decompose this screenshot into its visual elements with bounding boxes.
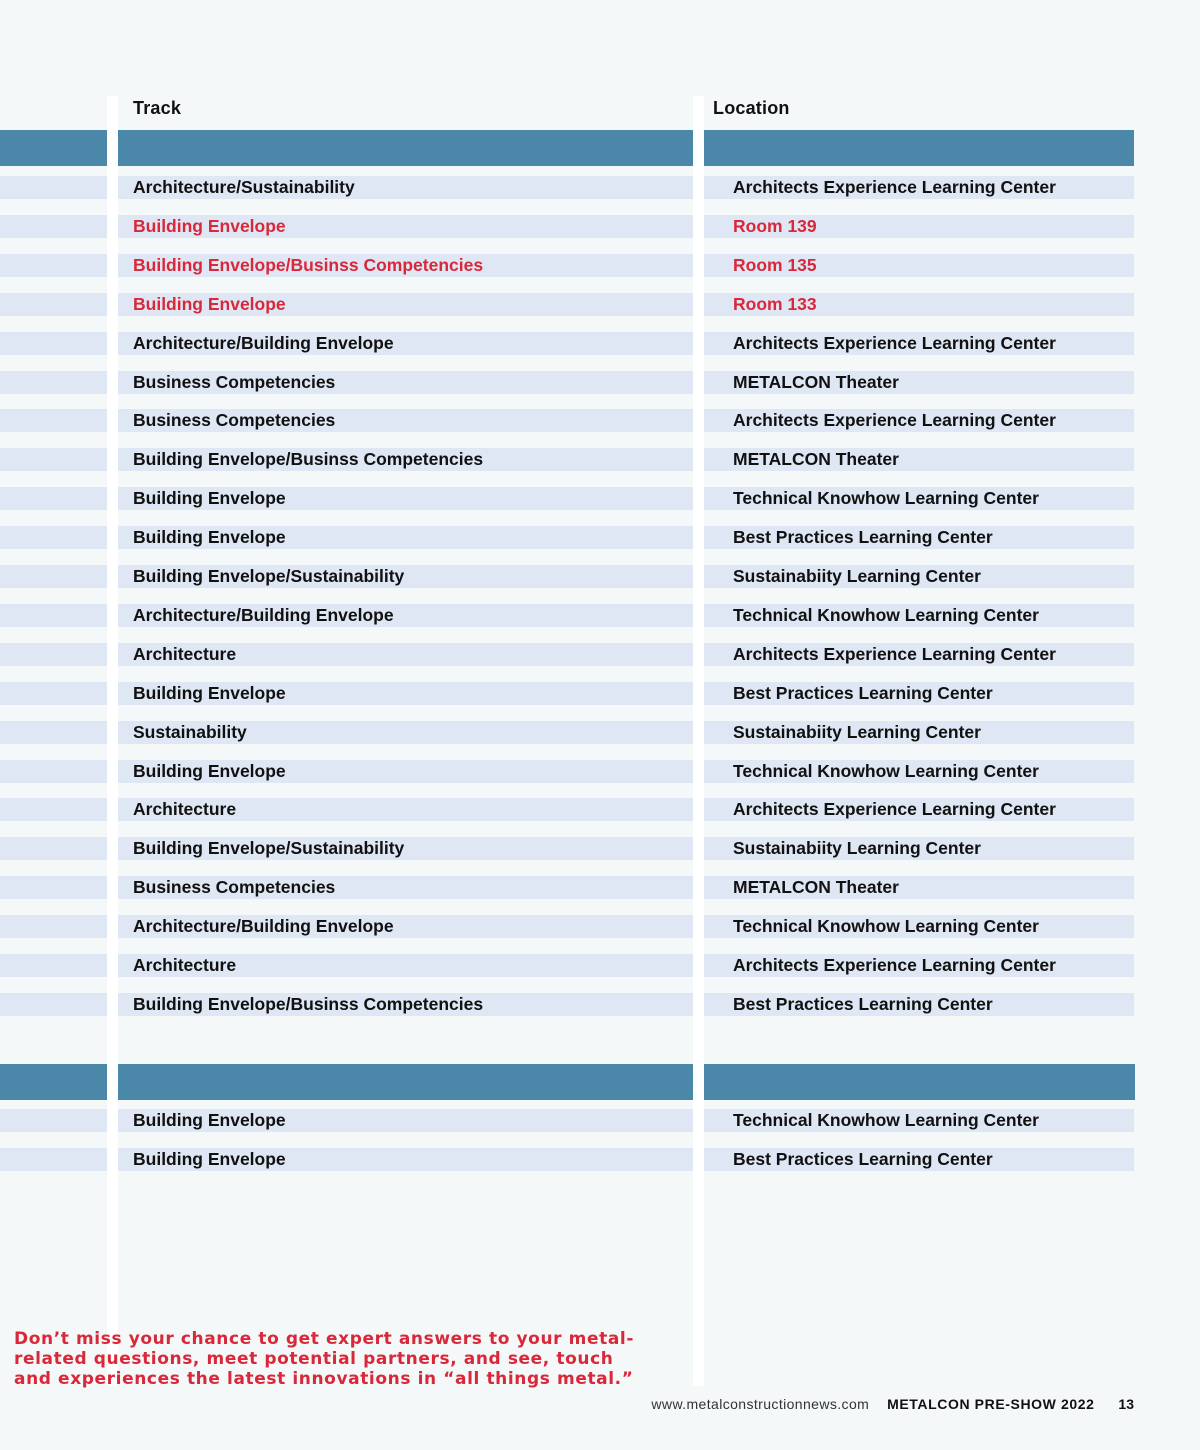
track-cell: Architecture (118, 643, 693, 666)
row-time-cell (0, 915, 107, 938)
location-cell: Architects Experience Learning Center (704, 643, 1134, 666)
track-cell: Architecture/Building Envelope (118, 915, 693, 938)
track-cell: Architecture/Sustainability (118, 176, 693, 199)
track-cell: Business Competencies (118, 876, 693, 899)
location-cell: METALCON Theater (704, 876, 1134, 899)
row-time-cell (0, 798, 107, 821)
table-row (0, 526, 1136, 549)
row-time-cell (0, 1109, 107, 1132)
location-cell: Sustainabiity Learning Center (704, 565, 1134, 588)
location-cell: Architects Experience Learning Center (704, 954, 1134, 977)
table-row (0, 993, 1136, 1016)
location-cell: Technical Knowhow Learning Center (704, 604, 1134, 627)
track-cell: Building Envelope/Businss Competencies (118, 254, 693, 277)
table-row (0, 176, 1136, 199)
row-time-cell (0, 565, 107, 588)
location-cell: Technical Knowhow Learning Center (704, 915, 1134, 938)
row-time-cell (0, 682, 107, 705)
track-cell: Building Envelope (118, 293, 693, 316)
track-cell: Building Envelope (118, 1148, 693, 1171)
track-cell: Architecture/Building Envelope (118, 604, 693, 627)
table-row (0, 293, 1136, 316)
table-row (0, 876, 1136, 899)
row-time-cell (0, 254, 107, 277)
table-row (0, 837, 1136, 860)
footer-publication: METALCON PRE-SHOW 2022 (887, 1396, 1095, 1412)
track-cell: Building Envelope/Sustainability (118, 837, 693, 860)
location-cell: Architects Experience Learning Center (704, 332, 1134, 355)
row-time-cell (0, 643, 107, 666)
table-row (0, 371, 1136, 394)
track-cell: Building Envelope/Businss Competencies (118, 448, 693, 471)
table-row (0, 915, 1136, 938)
location-cell: Room 133 (704, 293, 1134, 316)
table-row (0, 254, 1136, 277)
location-cell: METALCON Theater (704, 371, 1134, 394)
page-number: 13 (1118, 1396, 1134, 1412)
row-time-cell (0, 993, 107, 1016)
location-cell: Best Practices Learning Center (704, 1148, 1134, 1171)
row-time-cell (0, 448, 107, 471)
row-time-cell (0, 526, 107, 549)
location-cell: Technical Knowhow Learning Center (704, 1109, 1134, 1132)
location-cell: METALCON Theater (704, 448, 1134, 471)
location-cell: Room 139 (704, 215, 1134, 238)
location-column-header: Location (713, 98, 790, 118)
location-cell: Technical Knowhow Learning Center (704, 487, 1134, 510)
track-cell: Business Competencies (118, 409, 693, 432)
table-row (0, 682, 1136, 705)
track-column-header: Track (133, 98, 182, 118)
row-time-cell (0, 293, 107, 316)
location-cell: Technical Knowhow Learning Center (704, 760, 1134, 783)
track-cell: Architecture (118, 798, 693, 821)
row-time-cell (0, 487, 107, 510)
footer-url[interactable]: www.metalconstructionnews.com (651, 1396, 870, 1412)
location-cell: Room 135 (704, 254, 1134, 277)
table-row (0, 1109, 1136, 1132)
track-cell: Sustainability (118, 721, 693, 744)
location-cell: Sustainabiity Learning Center (704, 721, 1134, 744)
table-row (0, 565, 1136, 588)
track-cell: Building Envelope (118, 1109, 693, 1132)
track-cell: Building Envelope (118, 760, 693, 783)
table-row (0, 215, 1136, 238)
location-cell: Best Practices Learning Center (704, 993, 1134, 1016)
row-time-cell (0, 876, 107, 899)
table-row (0, 604, 1136, 627)
table-row (0, 643, 1136, 666)
page-footer (0, 1396, 1134, 1412)
table-row (0, 1148, 1136, 1171)
track-cell: Building Envelope/Sustainability (118, 565, 693, 588)
row-time-cell (0, 954, 107, 977)
track-cell: Building Envelope (118, 682, 693, 705)
location-cell: Best Practices Learning Center (704, 682, 1134, 705)
table-row (0, 760, 1136, 783)
row-time-cell (0, 176, 107, 199)
table-row (0, 448, 1136, 471)
row-time-cell (0, 1148, 107, 1171)
row-time-cell (0, 760, 107, 783)
track-cell: Building Envelope/Businss Competencies (118, 993, 693, 1016)
row-time-cell (0, 215, 107, 238)
track-cell: Business Competencies (118, 371, 693, 394)
table-row (0, 721, 1136, 744)
location-cell: Sustainabiity Learning Center (704, 837, 1134, 860)
row-time-cell (0, 837, 107, 860)
location-cell: Architects Experience Learning Center (704, 409, 1134, 432)
row-time-cell (0, 721, 107, 744)
track-cell: Building Envelope (118, 487, 693, 510)
location-cell: Best Practices Learning Center (704, 526, 1134, 549)
row-time-cell (0, 604, 107, 627)
track-cell: Building Envelope (118, 526, 693, 549)
location-cell: Architects Experience Learning Center (704, 176, 1134, 199)
table-row (0, 332, 1136, 355)
table-row (0, 487, 1136, 510)
location-cell: Architects Experience Learning Center (704, 798, 1134, 821)
track-cell: Building Envelope (118, 215, 693, 238)
table-row (0, 954, 1136, 977)
track-cell: Architecture/Building Envelope (118, 332, 693, 355)
row-time-cell (0, 332, 107, 355)
table-row (0, 409, 1136, 432)
table-row (0, 798, 1136, 821)
track-cell: Architecture (118, 954, 693, 977)
row-time-cell (0, 409, 107, 432)
promo-quote: Don’t miss your chance to get expert answers to your metal- related questions, meet potential partners, and see, touch and experiences the latest innovations in “all things metal.” (14, 1329, 634, 1389)
row-time-cell (0, 371, 107, 394)
